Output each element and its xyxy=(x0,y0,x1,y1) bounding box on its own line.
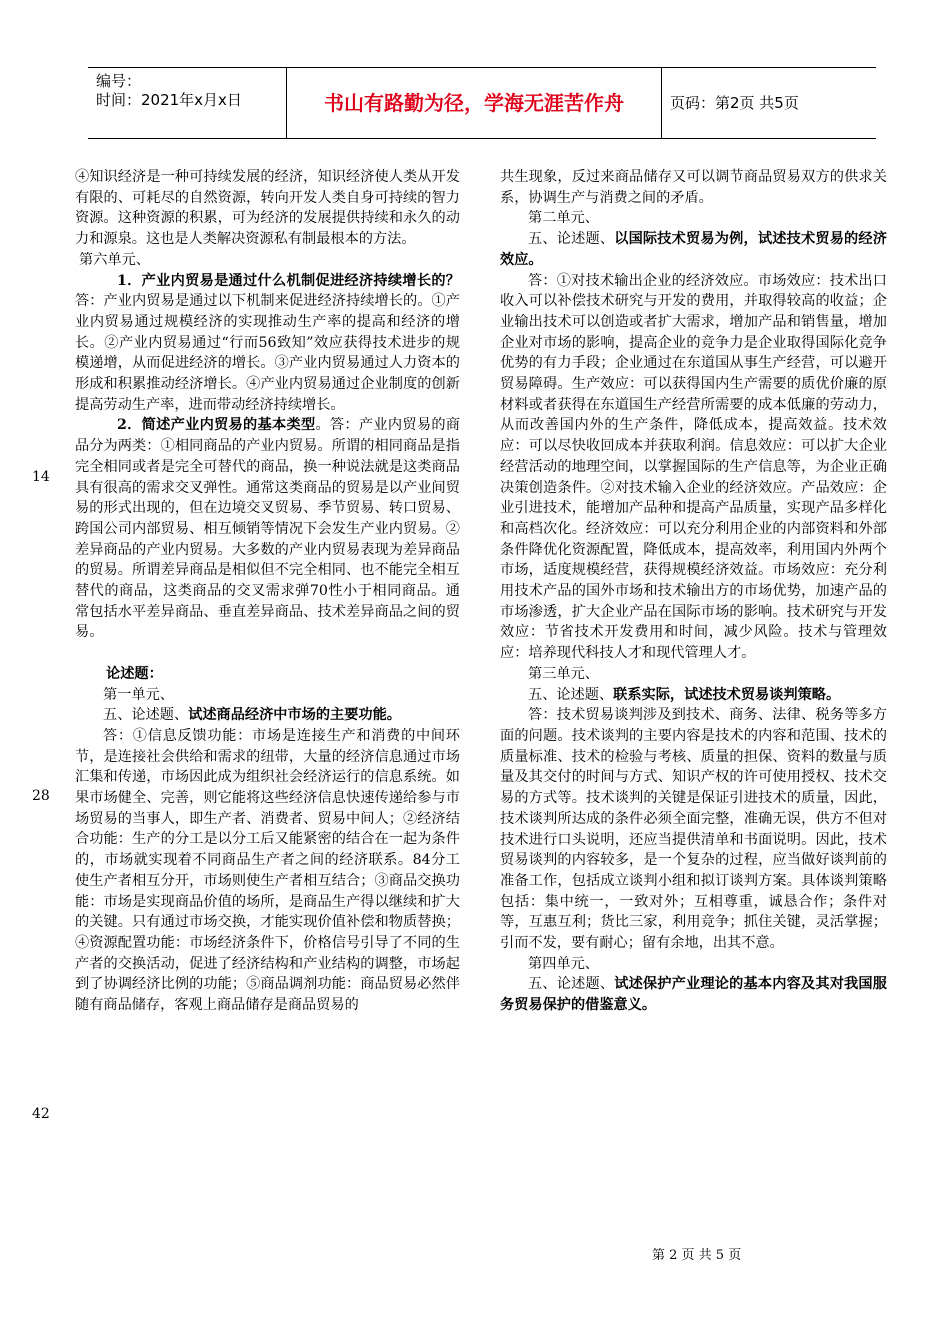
margin-number: 14 xyxy=(32,469,50,485)
question-1-title: 1．产业内贸易是通过什么机制促进经济持续增长的？ xyxy=(117,272,460,289)
page-footer: 第 2 页 共 5 页 xyxy=(652,1248,742,1263)
date-label: 时间：2021年x月x日 xyxy=(96,91,242,109)
page-header xyxy=(88,67,876,139)
essay-2-title: 五、论述题、以国际技术贸易为例，试述技术贸易的经济效应。 xyxy=(500,231,887,268)
header-page-info: 页码：第2页 共5页 xyxy=(670,94,799,112)
unit-heading: 第六单元、 xyxy=(79,251,150,268)
essay-1-answer: 答：①信息反馈功能：市场是连接生产和消费的中间环节，是连接社会供给和需求的纽带，大量的经济信息通过市场汇集和传递，市场因此成为组织社会经济运行的信息系统。如果市场健全、完善，则它能将这些经济信息快速传递给参与市场贸易的当事人，即生产者、消费者、贸易中间人；②经济结合功能：生产的分工是以分工后又能紧密的结合在一起为条件的，市场就实现着不同商品生产者之间的经济联系。84分工使生产者相互分开，市场则使生产者相互结合；③商品交换功能：市场是实现商品价值的场所，是商品生产得以继续和扩大的关键。只有通过市场交换，才能实现价值补偿和物质替换；④资源配置功能：市场经济条件下，价格信号引导了不同的生产者的交换活动，促进了经济结构和产业结构的调整，市场起到了协调经济比例的功能；⑤商品调剂功能：商品贸易必然伴随有商品储存，客观上商品储存是商品贸易的 xyxy=(75,727,460,1014)
essay-3-answer: 答：技术贸易谈判涉及到技术、商务、法律、税务等多方面的问题。技术谈判的主要内容是技术的内容和范围、技术的质量标准、技术的检验与考核、质量的担保、资料的数量与质量及其交付的时间与方式、知识产权的许可使用授权、技术交易的方式等。技术谈判的关键是保证引进技术的质量，因此，技术谈判所达成的条件必须全面完整，准确无误，供方不但对技术进行口头说明，还应当提供清单和书面说明。因此，技术贸易谈判的内容较多，是一个复杂的过程，应当做好谈判前的准备工作，包括成立谈判小组和拟订谈判方案。具体谈判策略包括：集中统一，一致对外；互相尊重，诚恳合作；条件对等，互惠互利；货比三家，利用竞争；抓住关键，灵活掌握；引而不发，要有耐心；留有余地，出其不意。 xyxy=(500,707,887,952)
unit-heading: 第二单元、 xyxy=(528,210,599,227)
paragraph: ④知识经济是一种可持续发展的经济，知识经济使人类从开发有限的、可耗尽的自然资源，转向开发人类自身可持续的智力资源。这种资源的积累，可为经济的发展提供持续和永久的动力和源泉。这也是人类解决资源私有制最根本的方法。 xyxy=(75,169,460,248)
header-motto-cell xyxy=(287,68,662,138)
question-2-title: 2．简述产业内贸易的基本类型 xyxy=(117,417,316,434)
unit-heading: 第四单元、 xyxy=(528,955,599,972)
essay-3-title: 五、论述题、联系实际，试述技术贸易谈判策略。 xyxy=(528,686,841,703)
essay-2-answer: 答：①对技术输出企业的经济效应。市场效应：技术出口收入可以补偿技术研究与开发的费用，并取得较高的收益；企业输出技术可以创造或者扩大需求，增加产品和销售量，增加企业对市场的影响，提高企业的竞争力是企业取得国际化竞争优势的有力手段；企业通过在东道国从事生产经营，可以避开贸易障碍。生产效应：可以获得国内生产需要的质优价廉的原材料或者获得在东道国生产经营所需要的成本低廉的劳动力，从而改善国内外的生产条件，降低成本，提高效益。技术效应：可以尽快收回成本并获取利润。信息效应：可以扩大企业经营活动的地理空间，以掌握国际的生产信息等，为企业正确决策创造条件。②对技术输入企业的经济效应。产品效应：企业引进技术，能增加产品种和提高产品质量，实现产品多样化和高档次化。经济效应：可以充分利用企业的内部资料和外部条件降优化资源配置，降低成本，提高效率，利用国内外两个市场，适度规模经营，获得规模经济效益。市场效应：充分利用技术产品的国外市场和技术输出方的市场优势，加速产品的市场渗透，扩大企业产品在国际市场的影响。技术研究与开发效应：节省技术开发费用和时间，减少风险。技术与管理效应：培养现代科技人才和现代管理人才。 xyxy=(500,272,887,662)
question-2-answer: 。答：产业内贸易的商品分为两类：①相同商品的产业内贸易。所谓的相同商品是指完全相同或者是完全可替代的商品，换一种说法就是这类商品具有很高的需求交叉弹性。通常这类商品的贸易是以产业间贸易的形式出现的，但在边境交叉贸易、季节贸易、转口贸易、跨国公司内部贸易、相互倾销等情况下会发生产业内贸易。②差异商品的产业内贸易。大多数的产业内贸易表现为差异商品的贸易。所谓差异商品是相似但不完全相同、也不能完全相互替代的商品，这类商品的交叉需求弹70性小于相同商品。通常包括水平差异商品、垂直差异商品、技术差异商品之间的贸易。 xyxy=(75,417,460,641)
question-1 xyxy=(75,271,460,416)
header-page-cell xyxy=(662,68,876,138)
paragraph: 共生现象，反过来商品储存又可以调节商品贸易双方的供求关系，协调生产与消费之间的矛盾。 xyxy=(500,169,887,206)
essay-heading: 论述题： xyxy=(106,665,163,682)
unit-heading: 第三单元、 xyxy=(528,665,599,682)
left-column xyxy=(75,167,460,1016)
header-motto: 书山有路勤为径，学海无涯苦作舟 xyxy=(324,91,624,115)
essay-4-title: 五、论述题、试述保护产业理论的基本内容及其对我国服务贸易保护的借鉴意义。 xyxy=(500,976,887,1014)
question-2 xyxy=(75,415,460,643)
margin-number: 42 xyxy=(32,1106,50,1122)
unit-heading: 第一单元、 xyxy=(103,686,174,703)
header-meta-cell xyxy=(88,68,287,138)
right-column xyxy=(500,167,887,1016)
essay-1-title: 五、论述题、试述商品经济中市场的主要功能。 xyxy=(103,707,401,724)
question-1-answer: 答：产业内贸易是通过以下机制来促进经济持续增长的。①产业内贸易通过规模经济的实现推动生产率的提高和经济的增长。②产业内贸易通过“行而56致知”效应获得技术进步的规模递增，从而促进经济的增长。③产业内贸易通过人力资本的形成和积累推动经济增长。④产业内贸易通过企业制度的创新提高劳动生产率，进而带动经济持续增长。 xyxy=(75,293,460,413)
margin-number: 28 xyxy=(32,788,50,804)
number-label: 编号： xyxy=(96,72,142,90)
